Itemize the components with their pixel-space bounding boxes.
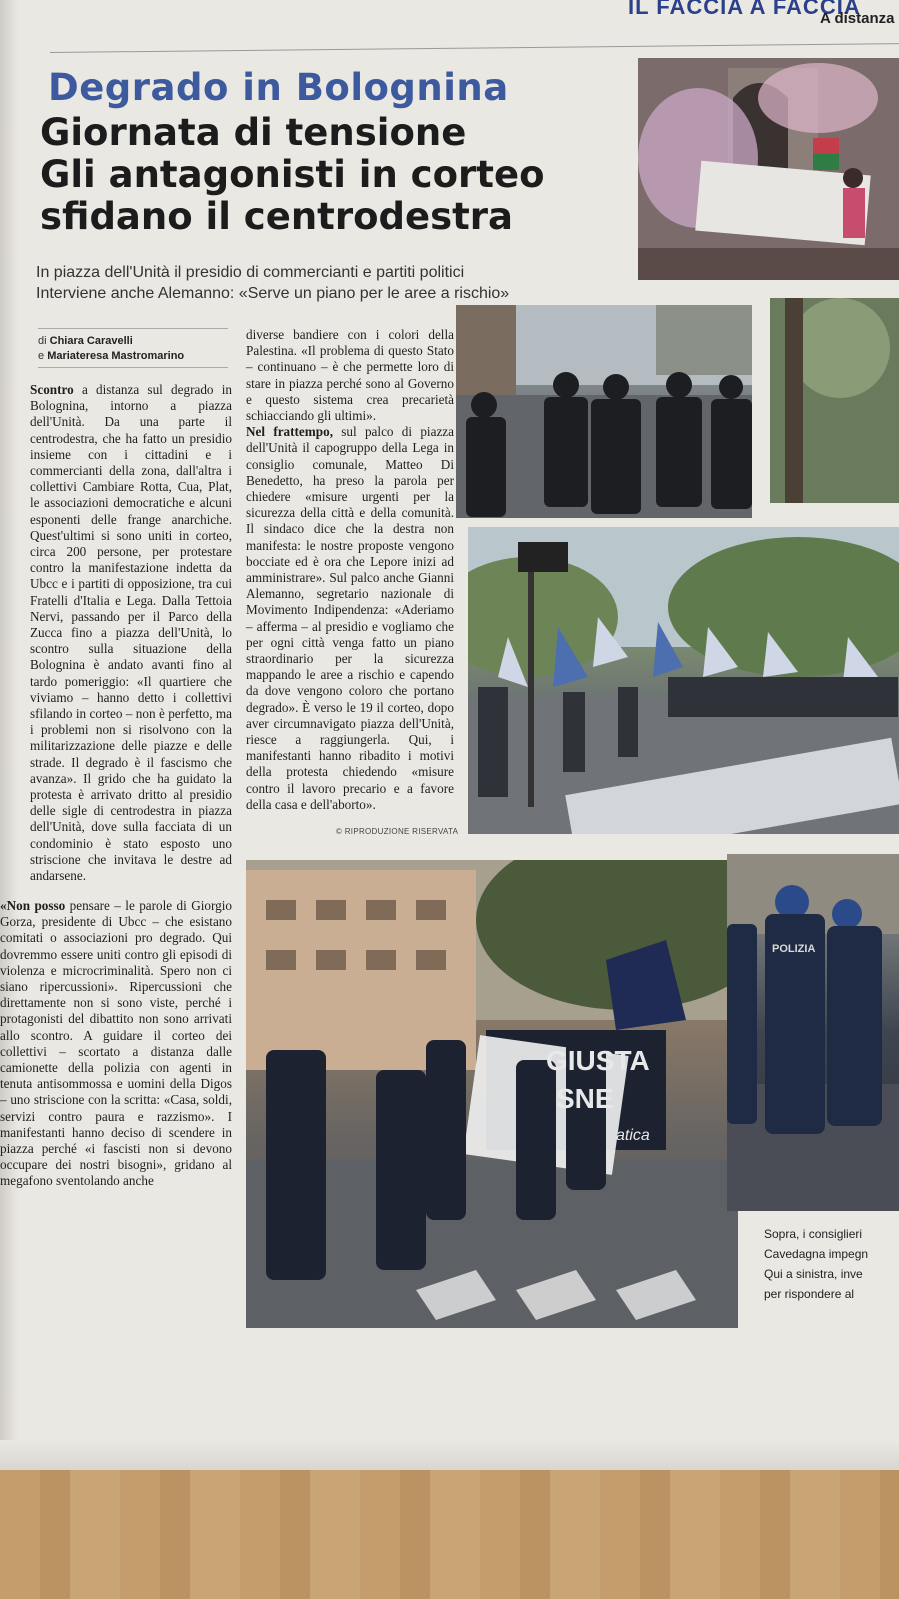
photo-police-line-image (727, 854, 899, 1211)
paragraph-lead: «Non posso (0, 898, 66, 913)
byline-rule (38, 367, 228, 368)
author-name: Mariateresa Mastromarino (47, 350, 185, 362)
headline-line: Giornata di tensione (40, 111, 467, 154)
photo-side-trees-image (770, 298, 899, 503)
caption-line: per rispondere al (764, 1287, 855, 1301)
page-bottom-edge (0, 1440, 899, 1470)
headline-line: Gli antagonisti in corteo (40, 153, 545, 196)
photo-riot-police-image (456, 305, 752, 518)
photo-march-image (246, 860, 738, 1328)
byline-prefix: e (38, 350, 45, 362)
banner-text: atica (616, 1127, 650, 1144)
photo-square-rally (468, 527, 899, 834)
copyright-notice: © RIPRODUZIONE RISERVATA (336, 827, 459, 836)
photo-riot-police (456, 305, 752, 518)
caption-line: Sopra, i consiglieri (764, 1227, 863, 1241)
wooden-table (0, 1470, 899, 1599)
banner-text: SNE (556, 1083, 614, 1114)
article-subhead (36, 262, 636, 304)
photo-side-trees (770, 298, 899, 503)
byline (38, 334, 228, 364)
paragraph-text: a distanza sul degrado in Bolognina, intorno a piazza dell'Unità. Da una parte il centrodestra, che ha fatto un presidio insieme con i cittadini e i commercianti della zona, dall'altra i collettivi Cambiare Rotta, Cua, Plat, le associazioni democratiche e alcuni esponenti delle frange anarchiche. Quest'ultimi si sono uniti in corteo, circa 200 persone, per protestare contro la manifestazione indetta da Ubcc e i partiti di opposizione, tra cui Fratelli d'Italia e Lega. Dalla Tettoia Nervi, passando per il Parco della Zucca fino a piazza dell'Unità, lo scontro sulla situazione della Bolognina è andato avanti fino al tardo pomeriggio: «Il quartiere che viviamo – hanno detto i collettivi sfilando in corteo – non è perfetto, ma i problemi non si risolvono con la militarizzazione delle piazze e delle strade. Il degrado è il fascismo che avanza». Il grido che ha guidato la protesta è arrivato dritto al presidio delle sigle di centrodestra in piazza dell'Unità, dove sulla facciata di un condominio è stato esposto uno striscione che invitava le destre ad andarsene. (30, 382, 232, 884)
article-column-2 (246, 327, 454, 813)
photo-caption (764, 1224, 899, 1304)
article-kicker: Degrado in Bolognina (48, 66, 509, 109)
article-column-1-continued (0, 898, 232, 1190)
photo-protest-banner (638, 58, 899, 280)
byline-rule (38, 328, 228, 329)
subhead-line: Interviene anche Alemanno: «Serve un piano per le aree a rischio» (36, 285, 510, 302)
photo-police-line (727, 854, 899, 1211)
subhead-line: In piazza dell'Unità il presidio di commercianti e partiti politici (36, 264, 465, 281)
caption-line: Cavedagna impegn (764, 1247, 869, 1261)
paragraph-text: pensare – le parole di Giorgio Gorza, presidente di Ubcc – che esistano comitati o associazioni pro degrado. Qui dovremmo essere uniti contro gli episodi di violenza e microcriminalità. Spero non ci siano ripercussioni». Ripercussioni che direttamente non si sono viste, perché i protagonisti del dibattito non sono arrivati allo scontro. A guidare il corteo dei collettivi – scortato a distanza dalle camionette della polizia con agenti in tenuta antisommossa e uomini della Digos – uno striscione con la scritta: «Casa, soldi, servizi contro paura e razzismo». I manifestanti hanno deciso di scendere in piazza perché «i fascisti non si devono occupare dei nostri bisogni», gridano al megafono sventolando anche (0, 898, 233, 1189)
police-label: POLIZIA (772, 943, 816, 955)
section-rubric: IL FACCIA A FACCIA (628, 0, 861, 19)
paragraph-text: sul palco di piazza dell'Unità il capogruppo della Lega in consiglio comunale, Matteo Di Benedetto, ha preso la parola per chiedere «misure urgenti per la sicurezza della città e della comunità. Il sindaco dice che la destra non manifesta: le nostre proposte vengono bocciate ed è ora che Lepore inizi ad amministrare». Sul palco anche Gianni Alemanno, segretario nazionale di Movimento Indipendenza: «Aderiamo – afferma – al presidio e vogliamo che per ogni città venga fatto un piano straordinario per la sicurezza mappando le aree a rischio e capendo da dove vengono coloro che portano degrado». È verso le 19 il corteo, dopo aver circumnavigato piazza dell'Unità, riesce a raggiungerla. Qui, i manifestanti hanno ribadito i motivi della protesta chiedendo «misure contro il lavoro precario e a favore della casa e dell'aborto». (246, 424, 454, 812)
page-fold (0, 0, 18, 1470)
article-headline (40, 112, 640, 238)
banner-text: GIUSTA (546, 1045, 650, 1076)
section-rubric-sub: A distanza (820, 10, 895, 27)
top-rule (50, 43, 899, 53)
paragraph-text: diverse bandiere con i colori della Palestina. «Il problema di questo Stato – continuano – è che permette loro di stare in piazza perché sono al Governo e questo sistema crea precarietà schiacciando gli ultimi». (246, 327, 454, 424)
paragraph-lead: Scontro (30, 382, 74, 397)
headline-line: sfidano il centrodestra (40, 195, 514, 238)
byline-prefix: di (38, 335, 47, 347)
photo-protest-banner-image (638, 58, 899, 280)
photo-square-rally-image (468, 527, 899, 834)
paragraph-lead: Nel frattempo, (246, 424, 334, 440)
photo-march (246, 860, 738, 1328)
article-column-1 (30, 382, 232, 884)
caption-line: Qui a sinistra, inve (764, 1267, 863, 1281)
author-name: Chiara Caravelli (49, 335, 133, 347)
